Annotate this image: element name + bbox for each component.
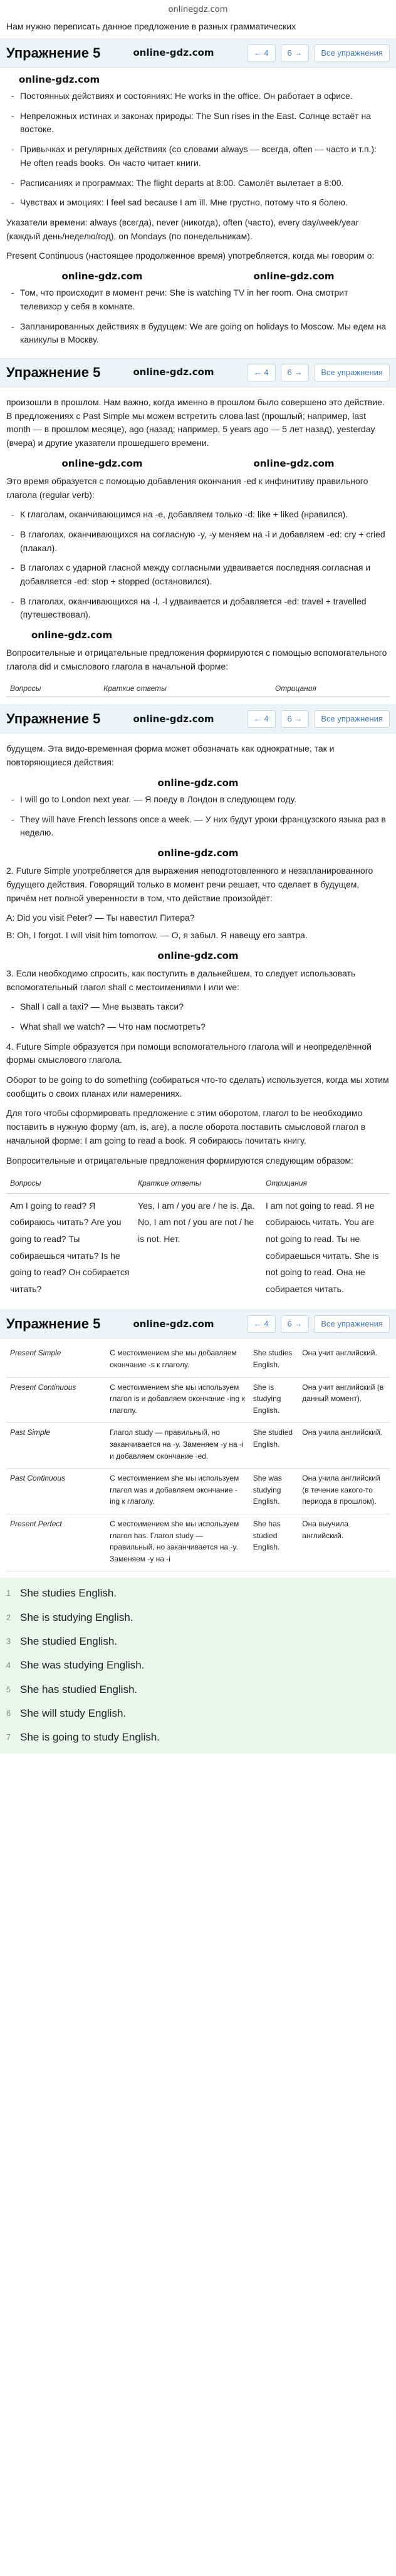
exercise-header <box>0 1310 396 1338</box>
going-to-formation: Для того чтобы сформировать предложение с этим оборотом, глагол to be необходимо поставить в нужную форму (am, is, are), а после оборота поставить смысловой глагол в начальной форме: I am going to read a book. Я собираюсь почитать книгу. <box>6 1108 366 1146</box>
table-row <box>6 1423 390 1469</box>
answer-number: 1 <box>6 1588 11 1598</box>
table-cell: Она учила английский. <box>298 1423 390 1469</box>
going-to-questions: Вопросительные и отрицательные предложения формируются следующим образом: <box>6 1155 353 1166</box>
exercise-title: Упражнение 5 <box>6 364 101 380</box>
rule-item: - Shall I call a taxi? — Мне вызвать такси? <box>11 1000 390 1014</box>
watermark: online-gdz.com <box>157 847 239 859</box>
rule-item: - Том, что происходит в момент речи: She is watching TV in her room. Она смотрит телевизор у себя в комнате. <box>11 286 390 313</box>
table-cell: Yes, I am / you are / he is. Да. No, I am not / you are not / he is not. Нет. <box>138 1200 255 1244</box>
watermark: online-gdz.com <box>19 73 100 85</box>
table-cell: Она учила английский (в течение какого-то периода в прошлом). <box>298 1469 390 1514</box>
answer-text: She studied English. <box>20 1635 117 1647</box>
next-number: 6 <box>287 48 292 58</box>
list-item <box>0 1581 396 1605</box>
answer-number: 3 <box>6 1636 11 1646</box>
table-header: Вопросы <box>6 680 100 697</box>
table-cell: Она учит английский (в данный момент). <box>298 1377 390 1423</box>
answers-list <box>0 1578 396 1753</box>
exercise-title: Упражнение 5 <box>6 1316 101 1332</box>
past-simple-table <box>6 680 390 698</box>
answer-text: She has studied English. <box>20 1683 138 1695</box>
rule-item: - Непреложных истинах и законах природы: The Sun rises in the East. Солнце встаёт на востоке. <box>11 110 390 137</box>
prev-number: 4 <box>264 714 269 724</box>
next-number: 6 <box>287 714 292 724</box>
table-header: Краткие ответы <box>100 680 271 697</box>
table-header: Вопросы <box>6 1174 134 1193</box>
answer-number: 5 <box>6 1684 11 1694</box>
rule-item: - Привычках и регулярных действиях (со словами always — всегда, often — часто и т.п.): He often reads books. Он часто читает книги. <box>11 143 390 170</box>
exercise-header <box>0 358 396 387</box>
going-to-table <box>6 1174 390 1301</box>
watermark: online-gdz.com <box>133 47 214 59</box>
watermark: online-gdz.com <box>133 713 214 725</box>
exercise-header <box>0 39 396 68</box>
table-header: Краткие ответы <box>134 1174 262 1193</box>
table-cell: Она учит английский. <box>298 1343 390 1377</box>
rule-item: - К глаголам, оканчивающимся на -e, добавляем только -d: like + liked (нравился). <box>11 508 390 522</box>
next-exercise-button[interactable]: 6 → <box>281 1315 310 1333</box>
present-continuous-intro: Present Continuous (настоящее продолженное время) употребляется, когда мы говорим о: <box>6 251 375 261</box>
all-exercises-button[interactable]: Все упражнения <box>314 1315 390 1333</box>
list-item <box>0 1678 396 1702</box>
table-cell: Present Perfect <box>6 1514 106 1571</box>
exercise-header <box>0 705 396 733</box>
next-exercise-button[interactable]: 6 → <box>281 710 310 728</box>
answer-number: 4 <box>6 1660 11 1670</box>
rule-item: - Чувствах и эмоциях: I feel sad because I am ill. Мне грустно, потому что я болею. <box>11 196 390 210</box>
answer-number: 2 <box>6 1612 11 1622</box>
answer-text: She is going to study English. <box>20 1731 160 1744</box>
watermark: online-gdz.com <box>133 366 214 378</box>
table-cell: Present Simple <box>6 1343 106 1377</box>
rule-item: - They will have French lessons once a week. — У них будут уроки французского языка раз в неделю. <box>11 813 390 840</box>
watermark: online-gdz.com <box>157 777 239 789</box>
rule-item: - Запланированных действиях в будущем: We are going on holidays to Moscow. Мы едем на каникулы в Москву. <box>11 320 390 347</box>
table-cell: Past Simple <box>6 1423 106 1469</box>
table-row <box>6 1377 390 1423</box>
prev-number: 4 <box>264 1319 269 1329</box>
list-item <box>0 1725 396 1749</box>
block-present <box>0 70 396 356</box>
table-cell: She studied English. <box>249 1423 299 1469</box>
watermark: online-gdz.com <box>61 270 143 282</box>
answer-number: 7 <box>6 1732 11 1742</box>
watermark: online-gdz.com <box>133 1318 214 1330</box>
table-cell: С местоимением she мы используем глагол has. Глагол study — правильный, но заканчивается на -y. Заменяем -y на -i <box>106 1514 249 1571</box>
exercise-nav <box>247 364 390 381</box>
table-row <box>6 1514 390 1571</box>
all-exercises-button[interactable]: Все упражнения <box>314 364 390 381</box>
table-cell: Глагол study — правильный, но заканчивается на -y. Заменяем -y на -i и добавляем окончание -ed. <box>106 1423 249 1469</box>
future-simple-usage: будущем. Эта видо-временная форма может обозначать как однократные, так и повторяющиеся действия: <box>6 743 335 768</box>
table-row <box>6 1343 390 1377</box>
tenses-table <box>6 1343 390 1571</box>
future-simple-shall: 3. Если необходимо спросить, как поступить в дальнейшем, то следует использовать вспомогательный глагол shall с местоимениями I или we: <box>6 968 356 992</box>
table-cell: She was studying English. <box>249 1469 299 1514</box>
past-simple-formation: Это время образуется с помощью добавления окончания -ed к инфинитиву правильного глагола (regular verb): <box>6 475 368 500</box>
rule-item: - Расписаниях и программах: The flight departs at 8:00. Самолёт вылетает в 8:00. <box>11 177 390 190</box>
exercise-nav <box>247 710 390 728</box>
prev-exercise-button[interactable]: ← 4 <box>247 710 276 728</box>
block-tenses-table <box>0 1341 396 1574</box>
answer-text: She was studying English. <box>20 1659 145 1672</box>
table-header: Отрицания <box>262 1174 390 1193</box>
next-number: 6 <box>287 1319 292 1329</box>
exercise-nav <box>247 1315 390 1333</box>
table-cell: Am I going to read? Я собираюсь читать? Are you going to read? Ты собираешься читать? Is he going to read? Он собирается читать? <box>10 1200 130 1294</box>
rule-item: - Постоянных действиях и состояниях: He works in the office. Он работает в офисе. <box>11 90 390 103</box>
list-item <box>0 1630 396 1653</box>
dialog-line: A: Did you visit Peter? — Ты навестил Питера? <box>6 913 195 923</box>
table-cell: Present Continuous <box>6 1377 106 1423</box>
all-exercises-button[interactable]: Все упражнения <box>314 44 390 62</box>
next-exercise-button[interactable]: 6 → <box>281 44 310 62</box>
block-past-simple <box>0 390 396 702</box>
rule-item: - What shall we watch? — Что нам посмотреть? <box>11 1020 390 1034</box>
rule-item: - В глаголах с ударной гласной между согласными удваивается последняя согласная и добавляется -ed: stop + stopped (остановился). <box>11 561 390 588</box>
time-markers: Указатели времени: always (всегда), never (никогда), often (часто), every day/week/year (каждый день/неделю/год), on Mondays (по понедельникам). <box>6 217 359 241</box>
prev-exercise-button[interactable]: ← 4 <box>247 364 276 381</box>
prev-exercise-button[interactable]: ← 4 <box>247 44 276 62</box>
going-to-usage: Оборот to be going to do something (собираться что-то сделать) используется, когда мы хотим сообщить о своих планах или намерениях. <box>6 1075 389 1099</box>
watermark: online-gdz.com <box>253 270 335 282</box>
table-cell: She has studied English. <box>249 1514 299 1571</box>
prev-exercise-button[interactable]: ← 4 <box>247 1315 276 1333</box>
future-simple-unplanned: 2. Future Simple употребляется для выражения неподготовленного и незапланированного будущего действия. Говорящий только в момент речи решает, что сделает в будущем, причём нет полной уверенности в том, что действие произойдёт: <box>6 866 373 903</box>
answer-number: 6 <box>6 1709 11 1719</box>
table-cell: Past Continuous <box>6 1469 106 1514</box>
table-cell: С местоимением she мы используем глагол is и добавляем окончание -ing к глаголу. <box>106 1377 249 1423</box>
answer-text: She studies English. <box>20 1587 117 1600</box>
table-cell: I am not going to read. Я не собираюсь читать. You are not going to read. Ты не собираешься читать. She is not going to read. Она не собирается читать. <box>266 1200 379 1294</box>
next-number: 6 <box>287 367 292 377</box>
list-item <box>0 1653 396 1677</box>
watermark: online-gdz.com <box>157 949 239 961</box>
site-logo[interactable]: onlinegdz.com <box>168 5 228 14</box>
rule-item: - I will go to London next year. — Я поеду в Лондон в следующем году. <box>11 793 390 807</box>
rule-item: - В глаголах, оканчивающихся на -l, -l удваивается и добавляется -ed: travel + travelled (путешествовал). <box>11 595 390 622</box>
exercise-title: Упражнение 5 <box>6 44 101 61</box>
table-cell: С местоимением she мы добавляем окончание -s к глаголу. <box>106 1343 249 1377</box>
intro-text: Нам нужно переписать данное предложение в разных грамматических <box>6 21 296 32</box>
table-cell: Она выучила английский. <box>298 1514 390 1571</box>
table-cell: She is studying English. <box>249 1377 299 1423</box>
exercise-nav <box>247 44 390 62</box>
watermark: online-gdz.com <box>61 457 143 469</box>
watermark: online-gdz.com <box>31 629 113 641</box>
prev-number: 4 <box>264 48 269 58</box>
list-item <box>0 1702 396 1725</box>
block-future <box>0 736 396 1307</box>
prev-number: 4 <box>264 367 269 377</box>
answer-text: She will study English. <box>20 1707 127 1720</box>
list-item <box>0 1606 396 1630</box>
watermark: online-gdz.com <box>253 457 335 469</box>
future-simple-formation: 4. Future Simple образуется при помощи вспомогательного глагола will и неопределённой формы смыслового глагола. <box>6 1041 372 1065</box>
next-exercise-button[interactable]: 6 → <box>281 364 310 381</box>
table-row <box>6 1469 390 1514</box>
table-header: Отрицания <box>271 680 390 697</box>
table-cell: She studies English. <box>249 1343 299 1377</box>
answer-text: She is studying English. <box>20 1611 133 1623</box>
table-cell: С местоимением she мы используем глагол was и добавляем окончание -ing к глаголу. <box>106 1469 249 1514</box>
exercise-title: Упражнение 5 <box>6 711 101 727</box>
past-simple-questions: Вопросительные и отрицательные предложения формируются с помощью вспомогательного глагола did и смыслового глагола в начальной форме: <box>6 648 387 672</box>
all-exercises-button[interactable]: Все упражнения <box>314 710 390 728</box>
dialog-line: B: Oh, I forgot. I will visit him tomorrow. — О, я забыл. Я навещу его завтра. <box>6 930 308 941</box>
rule-item: - В глаголах, оканчивающихся на согласную -y, -y меняем на -i и добавляем -ed: cry + cried (плакал). <box>11 528 390 555</box>
past-simple-usage: произошли в прошлом. Нам важно, когда именно в прошлом было совершено это действие. В предложениях с Past Simple мы можем встретить слова last (прошлый; например, last month — в прошлом месяце), ago (назад; например, 5 years ago — 5 лет назад), yesterday (вчера) и другие указатели прошедшего времени. <box>6 396 385 448</box>
